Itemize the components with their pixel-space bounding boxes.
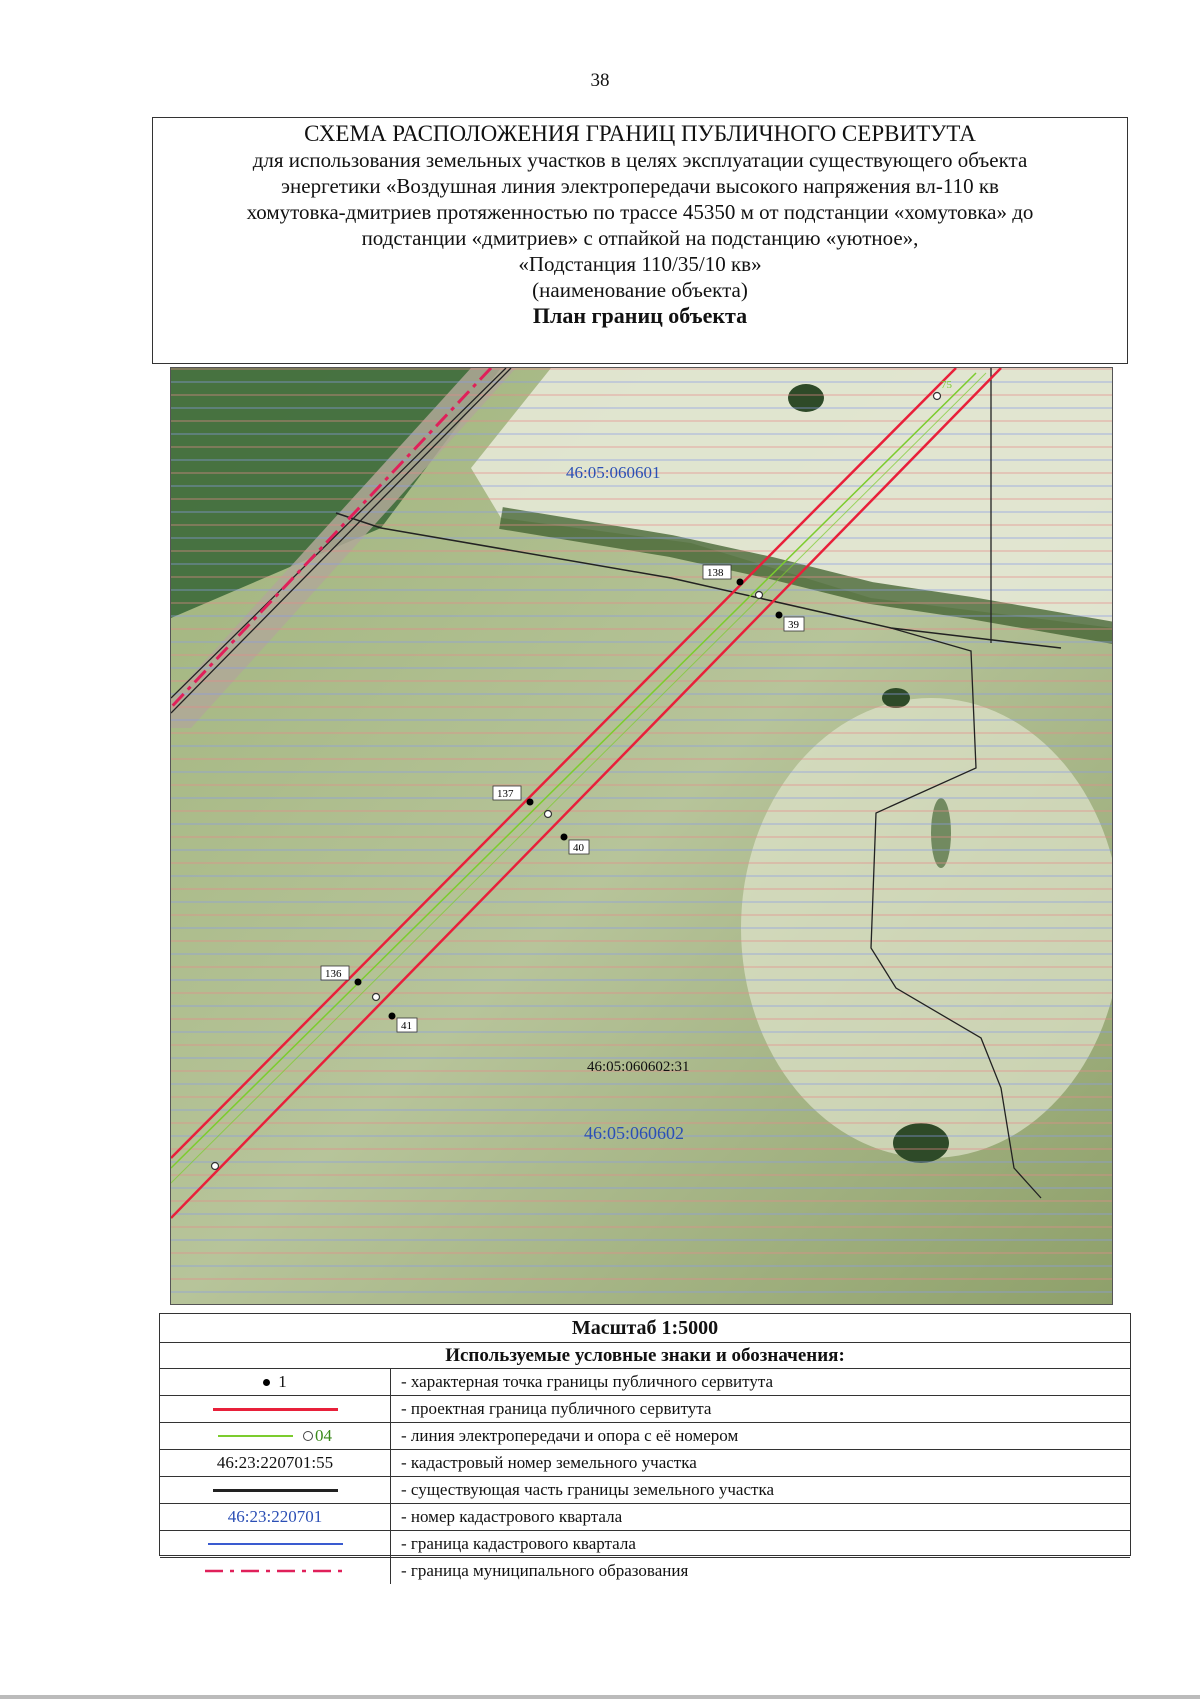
header-line-5: подстанции «дмитриев» с отпайкой на подстанцию «уютное»,: [361, 226, 919, 250]
boundary-point: [527, 799, 534, 806]
power-line-icon: [218, 1435, 293, 1437]
legend-row: [160, 1450, 1130, 1477]
point-label: 41: [401, 1020, 412, 1032]
scan-stripes: [171, 368, 1113, 1305]
scan-edge: [0, 1695, 1200, 1699]
parcel-line-icon: [213, 1489, 338, 1492]
legend-row: [160, 1423, 1130, 1450]
pole-marker: [373, 994, 380, 1001]
plan-title: План границ объекта: [532, 303, 748, 328]
point-label: 137: [497, 788, 514, 800]
header-line-4: хомутовка-дмитриев протяженностью по трассе 45350 м от подстанции «хомутовка» до: [246, 200, 1034, 224]
point-label: 138: [707, 567, 724, 579]
pole-marker: [756, 592, 763, 599]
legend-row: [160, 1504, 1130, 1531]
legend-symbol: [160, 1450, 391, 1476]
pole-marker: [212, 1163, 219, 1170]
municipal-line-icon: [205, 1568, 345, 1574]
legend-row: [160, 1531, 1130, 1558]
map-svg: [171, 368, 1113, 1305]
point-label: 40: [573, 842, 584, 854]
legend-table: [159, 1313, 1131, 1580]
boundary-point: [389, 1013, 396, 1020]
legend-desc: - существующая часть границы земельного участка: [401, 1480, 774, 1499]
legend-symbol-text: 04: [315, 1426, 332, 1445]
legend-symbol: [160, 1369, 391, 1395]
legend-symbol: [160, 1396, 391, 1422]
boundary-point: [355, 979, 362, 986]
legend-symbol: [160, 1504, 391, 1530]
legend-symbol: [160, 1531, 391, 1557]
legend-symbol-text: 46:23:220701:55: [216, 1453, 334, 1472]
legend-subtitle: Используемые условные знаки и обозначения:: [160, 1343, 1130, 1369]
legend-row: [160, 1396, 1130, 1423]
legend-desc: - граница муниципального образования: [401, 1561, 689, 1580]
quarter-line-icon: [208, 1543, 343, 1545]
legend-desc: - проектная граница публичного сервитута: [401, 1399, 712, 1418]
point-label: 39: [788, 619, 799, 631]
legend-desc: - граница кадастрового квартала: [401, 1534, 636, 1553]
pole-icon: [303, 1431, 313, 1441]
scale-label: Масштаб 1:5000: [160, 1314, 1130, 1343]
pole-label: 75: [941, 379, 952, 391]
parcel-number: 46:05:060602:31: [587, 1059, 690, 1075]
legend-symbol-text: 46:23:220701: [227, 1507, 323, 1526]
legend-desc: - номер кадастрового квартала: [401, 1507, 623, 1526]
legend-symbol: [160, 1477, 391, 1503]
quarter-number-top: 46:05:060601: [566, 463, 661, 482]
boundary-point: [737, 579, 744, 586]
boundary-point: [561, 834, 568, 841]
header-line-2: для использования земельных участков в целях эксплуатации существующего объекта: [252, 148, 1028, 172]
scheme-header: [152, 117, 1128, 364]
legend-desc: - кадастровый номер земельного участка: [401, 1453, 697, 1472]
header-line-6: «Подстанция 110/35/10 кв»: [518, 252, 762, 276]
legend-row: [160, 1558, 1130, 1584]
header-line-3: энергетики «Воздушная линия электропередачи высокого напряжения вл-110 кв: [281, 174, 999, 198]
legend-symbol: [160, 1558, 391, 1584]
quarter-number-bottom: 46:05:060602: [584, 1123, 685, 1143]
pole-marker: [934, 393, 941, 400]
legend-desc: - характерная точка границы публичного сервитута: [401, 1372, 774, 1391]
point-icon: [263, 1379, 270, 1386]
legend-desc: - линия электропередачи и опора с её номером: [401, 1426, 739, 1445]
servitude-line-icon: [213, 1408, 338, 1411]
page-number: 38: [590, 70, 610, 91]
legend-symbol: [160, 1423, 391, 1449]
header-line-7: (наименование объекта): [532, 278, 748, 302]
legend-row: [160, 1369, 1130, 1396]
header-title: СХЕМА РАСПОЛОЖЕНИЯ ГРАНИЦ ПУБЛИЧНОГО СЕРВИТУТА: [304, 121, 976, 146]
boundary-point: [776, 612, 783, 619]
pole-marker: [545, 811, 552, 818]
boundary-plan-map: [170, 367, 1113, 1305]
legend-symbol-text: 1: [278, 1372, 287, 1391]
point-label: 136: [325, 968, 342, 980]
legend-row: [160, 1477, 1130, 1504]
